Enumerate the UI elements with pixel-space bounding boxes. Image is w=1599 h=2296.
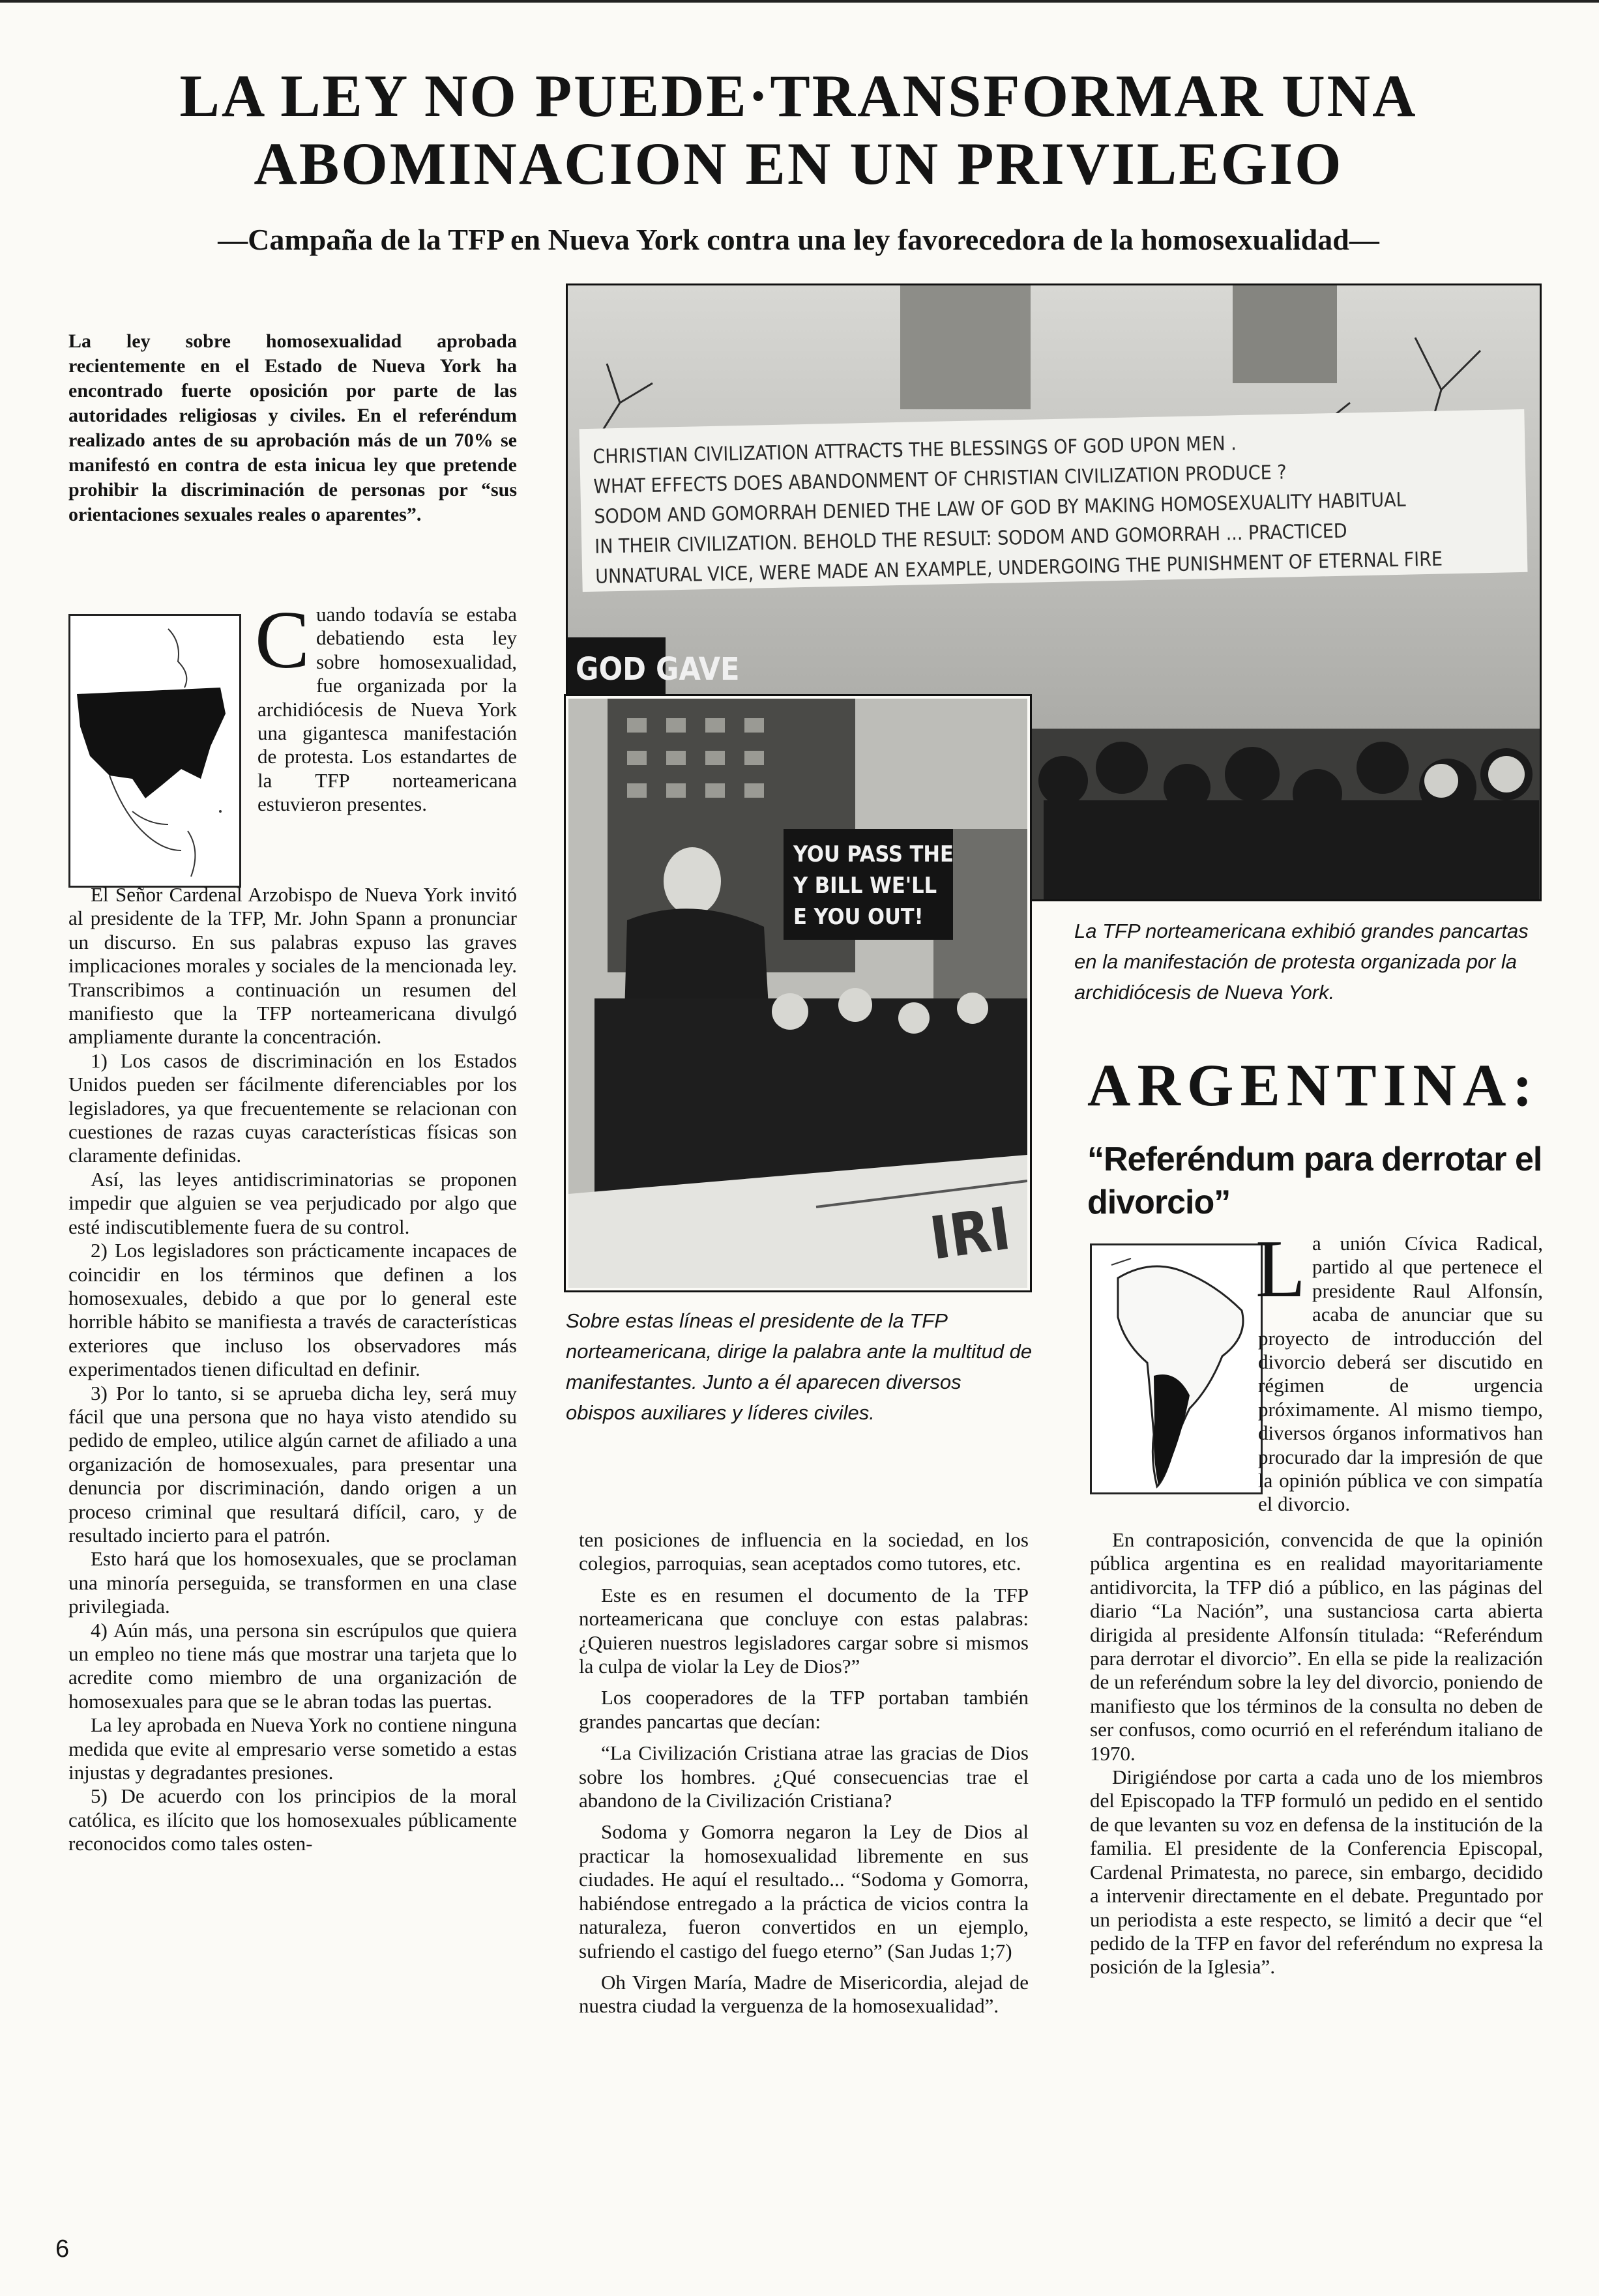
sign-podium-line-2: Y BILL WE'LL [793,873,937,899]
paragraph: 5) De acuerdo con los principios de la moral católica, es ilícito que los homosexuales públicamente reconocidos como tales osten- [68,1784,517,1855]
paragraph: Oh Virgen María, Madre de Misericordia, alejad de nuestra ciudad la verguenza de la homosexualidad”. [579,1970,1029,2018]
south-america-map-inset [1090,1243,1263,1494]
drop-cap: L [1255,1224,1306,1315]
argentina-heading: ARGENTINA: [1087,1052,1539,1118]
banner-line-2: WHAT EFFECTS DOES ABANDONMENT OF CHRISTIAN CIVILIZATION PRODUCE ? [593,461,1287,499]
paragraph: Los cooperadores de la TFP portaban también grandes pancartas que decían: [579,1686,1029,1733]
paragraph: Esto hará que los homosexuales, que se proclaman una minoría perseguida, se transformen en una clase privilegiada. [68,1547,517,1618]
south-america-map-icon [1092,1245,1261,1492]
usa-map-icon [70,616,239,886]
paragraph: 4) Aún más, una persona sin escrúpulos que quiera un empleo no tiene más que mostrar una tarjeta que lo acredite como miembro de una organización de homosexuales para que se le abran todas las puertas. [68,1618,517,1713]
caption-banner-photo: La TFP norteamericana exhibió grandes pancartas en la manifestación de protesta organizada por la archidiócesis de Nueva York. [1074,920,1529,1004]
intro-text: uando todavía se estaba debatiendo esta ley sobre homosexualidad, fue organizada por la archidiócesis de Nueva York una gigantesca manifestación de protesta. Los estandartes de la TFP norteamericana estuvieron presentes. [257,603,517,816]
article-intro [255,595,517,817]
paragraph: El Señor Cardenal Arzobispo de Nueva York invitó al presidente de la TFP, Mr. John Spann a pronunciar un discurso. En sus palabras expuso las graves implicaciones morales y sociales de la mencionada ley. Transcribimos a continuación un resumen del manifiesto que la TFP norteamericana divulgó ampliamente durante la concentración. [68,883,517,1049]
headline [65,62,1532,197]
banner-line-4: IN THEIR CIVILIZATION. BEHOLD THE RESULT: SODOM AND GOMORRAH ... PRACTICED [594,519,1347,559]
argentina-intro [1255,1224,1543,1517]
caption-podium-photo: Sobre estas líneas el presidente de la TFP norteamericana, dirige la palabra ante la multitud de manifestantes. Junto a él aparecen diversos obispos auxiliares y líderes civiles. [566,1309,1033,1424]
car-lettering: IRI [926,1194,1015,1273]
headline-line-2: ABOMINACION EN UN PRIVILEGIO [254,130,1343,197]
paragraph: En contraposición, convencida de que la opinión pública argentina es en realidad mayoritariamente antidivorcita, la TFP dió a público, en las páginas del diario “La Nación”, una sustanciosa carta abierta dirigida al presidente Alfonsín titulada: “Referéndum para derrotar el divorcio”. En ella se pide la realización de un referéndum sobre la ley del divorcio, poniendo de manifiesto que los términos de la consulta no deben de ser confusos, como ocurrió en el referéndum italiano de 1970. [1090,1528,1543,1765]
article-column-2 [579,1528,1029,2026]
paragraph: Sodoma y Gomorra negaron la Ley de Dios al practicar la homosexualidad libremente en sus ciudades. He aquí el resultado... “Sodoma y Gomorra, habiéndose entregado a la práctica de vicios contra la naturaleza, fueron convertidos en un ejemplo, sufriendo el castigo del fuego eterno” (San Judas 1;7) [579,1820,1029,1962]
lede-block [68,329,517,527]
argentina-column [1090,1528,1543,1979]
drop-cap: C [255,595,310,686]
page-number: 6 [55,2235,70,2263]
paragraph: “La Civilización Cristiana atrae las gracias de Dios sobre los hombres. ¿Qué consecuencias trae el abandono de la Civilización Cristiana? [579,1741,1029,1812]
sign-podium-line-1: YOU PASS THE [793,841,954,867]
paragraph: Así, las leyes antidiscriminatorias se proponen impedir que alguien se vea perjudicado por algo que esté indiscutiblemente fuera de su control. [68,1167,517,1238]
paragraph: 1) Los casos de discriminación en los Estados Unidos pueden ser fácilmente diferenciables por los legisladores, ya que frecuentemente se relacionan con cuestiones de razas cuyas características físicas son claramente definidas. [68,1049,517,1167]
paragraph: Dirigiéndose por carta a cada uno de los miembros del Episcopado la TFP formuló un pedido en el sentido de que levanten su voz en defensa de la institución de la familia. El presidente de la Conferencia Episcopal, Cardenal Primatesta, no parece, sin embargo, decidido a intervenir directamente en el debate. Preguntado por un periodista a este respecto, se limitó a decir que “el pedido de la TFP en favor del referéndum no expresa la posición de la Iglesia”. [1090,1766,1543,1979]
headline-line-1: LA LEY NO PUEDE·TRANSFORMAR UNA [179,63,1418,129]
paragraph: La ley aprobada en Nueva York no contiene ninguna medida que evite al empresario verse sometido a estas injustas y degradantes presiones. [68,1713,517,1784]
speaker-podium-photo [566,696,1030,1290]
banner-line-1: CHRISTIAN CIVILIZATION ATTRACTS THE BLESSINGS OF GOD UPON MEN . [593,432,1237,469]
paragraph: 2) Los legisladores son prácticamente incapaces de coincidir en los términos que definen a los homosexuales, debido a que por lo general este horrible hábito se manifiesta a través de características exteriores que incluso los observadores más experimentados tienen dificultad en definir. [68,1239,517,1381]
top-rule [0,0,1599,3]
paragraph: 3) Por lo tanto, si se aprueba dicha ley, será muy fácil que una persona que no haya visto atendido su pedido de empleo, utilice algún carnet de afiliado a una organización de homosexuales, para presentar una denuncia por discriminación, dando origen a un proceso criminal que resultará difícil, caro, y de resultado incierto para el patrón. [68,1381,517,1547]
intro-text: a unión Cívica Radical, partido al que pertenece el presidente Raul Alfonsín, acaba de anunciar que su proyecto de introducción del divorcio deberá ser discutido en régimen de urgencia próximamente. Al mismo tiempo, diversos órganos informativos han procurado dar la impresión de que la opinión pública ve con simpatía el divorcio. [1258,1232,1543,1516]
usa-map-inset [68,614,241,888]
paragraph: ten posiciones de influencia en la sociedad, en los colegios, parroquias, sean aceptados como tutores, etc. [579,1528,1029,1575]
sign-podium-line-3: E YOU OUT! [793,904,924,930]
banner-line-5: UNNATURAL VICE, WERE MADE AN EXAMPLE, UNDERGOING THE PUNISHMENT OF ETERNAL FIRE [594,547,1443,589]
subheadline: —Campaña de la TFP en Nueva York contra una ley favorecedora de la homosexualidad— [218,223,1379,256]
argentina-subheading: “Referéndum para derrotar el divorcio” [1087,1141,1542,1221]
article-column-1 [68,883,517,1856]
paragraph: Este es en resumen el documento de la TFP norteamericana que concluye con estas palabras: ¿Quieren nuestros legisladores cargar sobre si mismos la culpa de violar la Ley de Dios?” [579,1583,1029,1678]
lede-paragraph: La ley sobre homosexualidad aprobada recientemente en el Estado de Nueva York ha encontrado fuerte oposición por parte de las autoridades religiosas y civiles. En el referéndum realizado antes de su aprobación más de un 70% se manifestó en contra de esta inicua ley que pretende prohibir la discriminación de personas por “sus orientaciones sexuales reales o aparentes”. [68,330,517,525]
banner-line-3: SODOM AND GOMORRAH DENIED THE LAW OF GOD BY MAKING HOMOSEXUALITY HABITUAL [594,488,1406,529]
sign-god-gave: GOD GAVE [576,651,740,688]
